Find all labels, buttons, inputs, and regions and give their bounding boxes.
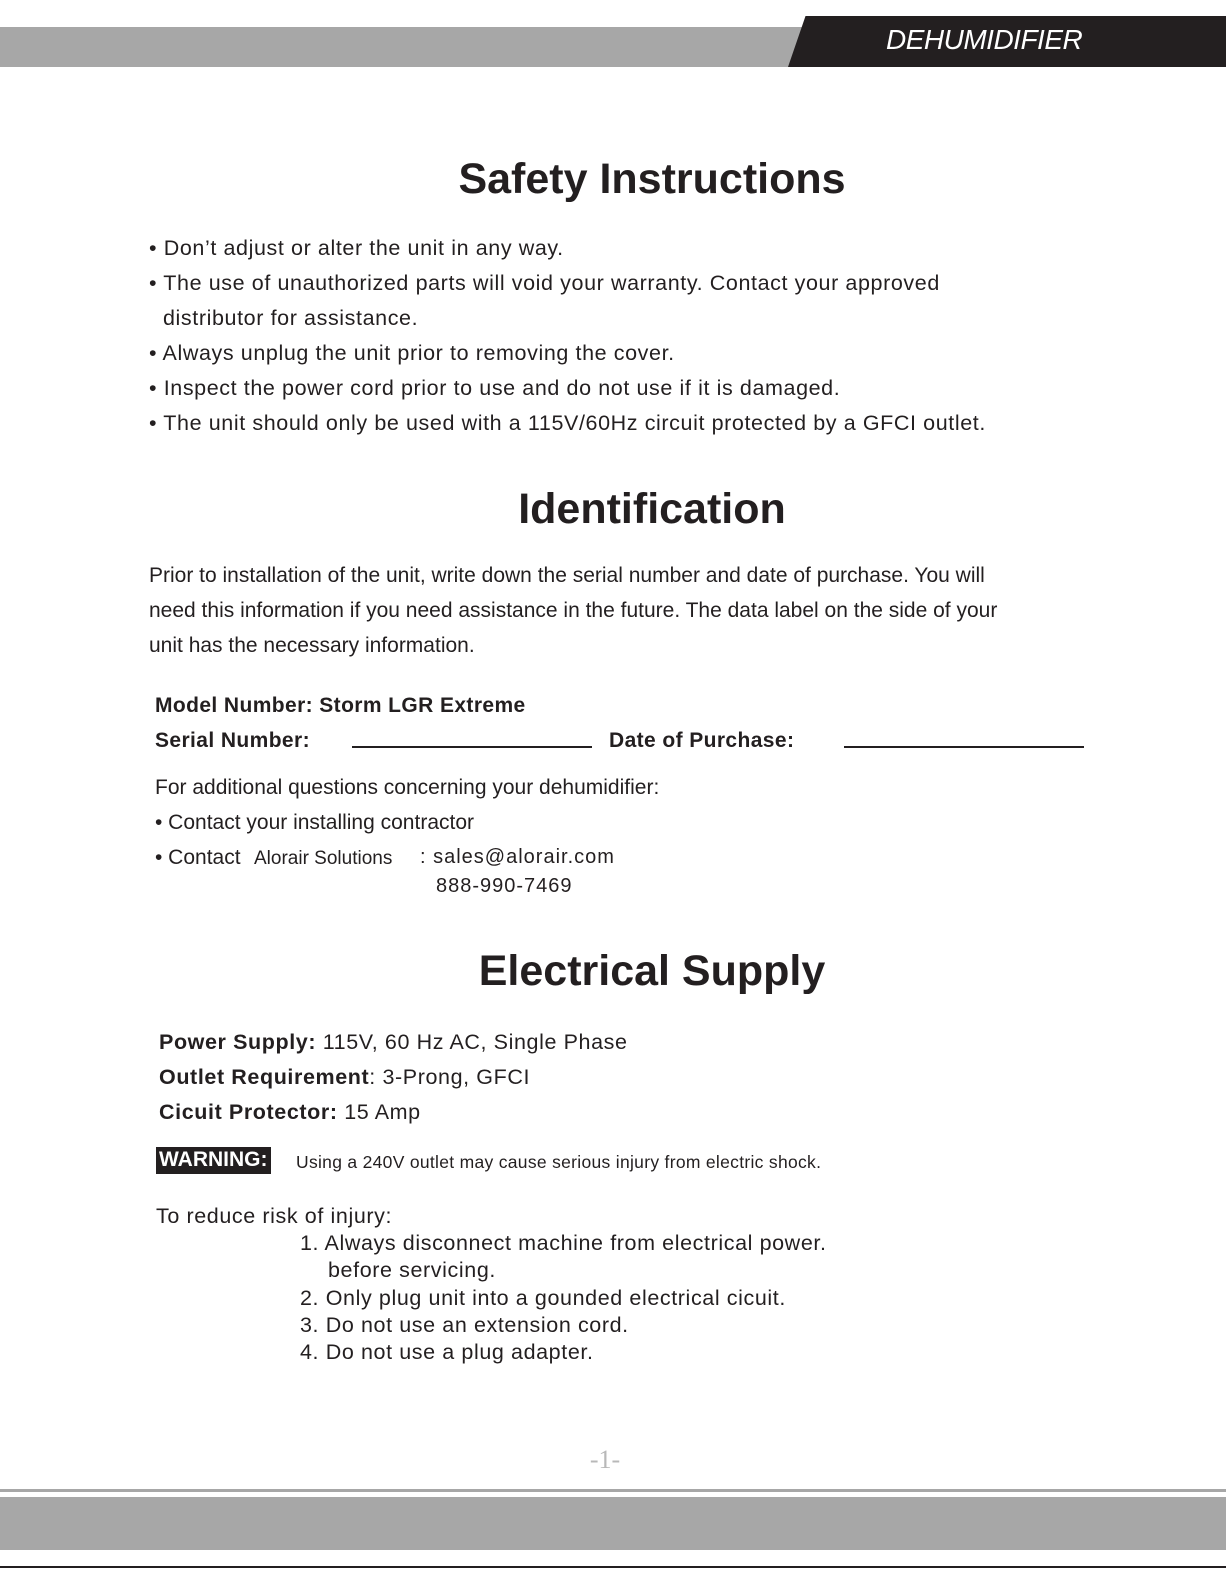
- page-number: -1-: [589, 1445, 621, 1474]
- contact-phone: 888-990-7469: [436, 875, 573, 897]
- footer-bar: [0, 1497, 1226, 1550]
- risk-step: 1. Always disconnect machine from electrical power.: [300, 1231, 827, 1255]
- circuit-protector: [159, 1100, 421, 1125]
- electrical-title: Electrical Supply: [478, 947, 826, 995]
- questions-intro: For additional questions concerning your dehumidifier:: [155, 776, 660, 799]
- safety-item: • The unit should only be used with a 115V/60Hz circuit protected by a GFCI outlet.: [149, 411, 986, 435]
- power-supply-value: 115V, 60 Hz AC, Single Phase: [316, 1030, 628, 1054]
- safety-item: • Always unplug the unit prior to removing the cover.: [149, 341, 675, 365]
- safety-title: Safety Instructions: [458, 155, 846, 203]
- safety-item: • Inspect the power cord prior to use and do not use if it is damaged.: [149, 376, 841, 400]
- contact-email: : sales@alorair.com: [420, 846, 615, 868]
- identification-paragraph-line: need this information if you need assistance in the future. The data label on the side of your: [149, 599, 998, 622]
- outlet-requirement: [159, 1065, 530, 1090]
- power-supply-label: Power Supply:: [159, 1030, 317, 1054]
- company-name: Alorair Solutions: [254, 848, 393, 869]
- reduce-risk-intro: To reduce risk of injury:: [156, 1204, 393, 1228]
- safety-item: distributor for assistance.: [163, 306, 419, 330]
- safety-item: • The use of unauthorized parts will void your warranty. Contact your approved: [149, 271, 940, 295]
- risk-step: before servicing.: [328, 1258, 496, 1282]
- contact-prefix: • Contact: [155, 846, 241, 869]
- circuit-protector-value: 15 Amp: [337, 1100, 421, 1124]
- identification-title: Identification: [518, 485, 786, 533]
- footer-bottom-rule: [0, 1566, 1226, 1568]
- safety-item: • Don’t adjust or alter the unit in any way.: [149, 236, 564, 260]
- model-number: Model Number: Storm LGR Extreme: [155, 694, 526, 717]
- footer-divider: [0, 1489, 1226, 1492]
- date-of-purchase-label: Date of Purchase:: [609, 729, 795, 752]
- identification-paragraph-line: unit has the necessary information.: [149, 634, 475, 657]
- warning-badge: WARNING:: [156, 1147, 271, 1174]
- risk-step: 4. Do not use a plug adapter.: [300, 1340, 594, 1364]
- circuit-protector-label: Cicuit Protector:: [159, 1100, 338, 1124]
- serial-number-label: Serial Number:: [155, 729, 310, 752]
- serial-number-blank: [352, 742, 592, 748]
- outlet-requirement-label: Outlet Requirement: [159, 1065, 370, 1089]
- header-label: DEHUMIDIFIER: [886, 24, 1083, 55]
- risk-step: 3. Do not use an extension cord.: [300, 1313, 629, 1337]
- warning-text: Using a 240V outlet may cause serious injury from electric shock.: [296, 1152, 822, 1172]
- outlet-requirement-value: : 3-Prong, GFCI: [369, 1065, 531, 1089]
- power-supply: [159, 1030, 628, 1055]
- date-of-purchase-blank: [844, 742, 1084, 748]
- identification-paragraph-line: Prior to installation of the unit, write down the serial number and date of purchase. You will: [149, 564, 985, 587]
- risk-step: 2. Only plug unit into a gounded electrical cicuit.: [300, 1286, 786, 1310]
- contact-contractor: • Contact your installing contractor: [155, 811, 474, 834]
